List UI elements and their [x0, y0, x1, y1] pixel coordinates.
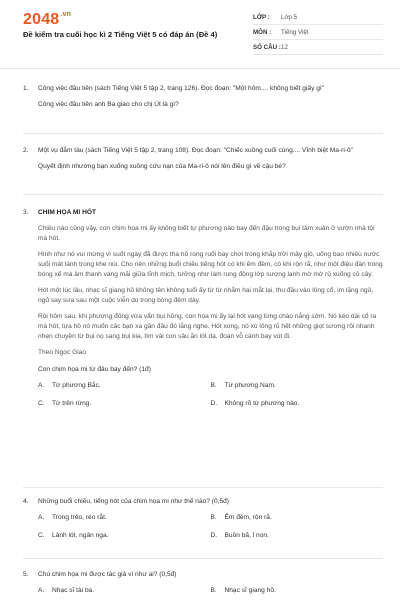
meta-row-subject: MÔN : Tiếng Việt [253, 25, 383, 40]
question-3 [23, 208, 383, 409]
divider [23, 558, 383, 559]
meta-row-class: LỚP : Lớp 5 [253, 10, 383, 25]
question-prompt: Công việc đầu tiên anh Ba giao cho chị Út là gì? [38, 101, 179, 108]
document-title: Đề kiểm tra cuối học kì 2 Tiếng Việt 5 có đáp án (Đề 4) [23, 30, 218, 39]
question-4 [23, 497, 383, 541]
passage-title: CHIM HỌA MI HÓT [38, 209, 96, 216]
answer-options [38, 513, 383, 541]
option-b[interactable]: B. Từ phương Nam. [210, 382, 276, 389]
question-text: Một vụ đắm tàu (sách Tiếng Việt 5 tập 2, trang 108). Đọc đoạn: "Chiếc xuồng cuối cùng.... Vĩnh biệt Ma-ri-ô" [38, 147, 354, 154]
divider [23, 133, 383, 134]
passage-paragraph: Chiều nào cũng vậy, con chim họa mi ấy không biết tự phương nào bay đến đậu trong bụi tầm xuân ở vườn nhà tôi mà hót. [38, 225, 375, 242]
question-1 [23, 84, 383, 110]
passage-author: Theo Ngọc Giao [38, 349, 87, 356]
site-logo[interactable]: $2048^{.vn}$ [23, 11, 72, 28]
passage-paragraph: Rồi hôm sau, khi phương đông vừa vẩn bụi hồng, con họa mi ấy lại hót vang lừng chào nắng sớm. Nó kéo dài cổ ra mà hót, tựa hồ nó muốn các bạn xa gần đâu đó lắng nghe. Hót xong, nó xù lông rũ hết những giọt sương rồi nhanh nhẹn chuyền từ bụi nọ sang bụi kia, tìm vài con sâu ăn lót dạ, đoạn vỗ cánh bay vút đi. [38, 313, 377, 340]
document-header [0, 0, 400, 69]
question-number: 2. [23, 147, 29, 154]
option-c[interactable]: C. Lảnh lót, ngân nga. [38, 532, 109, 539]
question-number: 1. [23, 85, 29, 92]
answer-options [38, 381, 383, 409]
passage-paragraph: Hót một lúc lâu, nhạc sĩ giang hồ không tên không tuổi ấy từ từ nhắm hai mắt lại, thu đầu vào lông cổ, im lặng ngủ, ngủ say sưa sau một cuộc viễn du trong bóng đêm dày. [38, 287, 374, 304]
option-d[interactable]: D. Buồn bã, ỉ non. [210, 532, 269, 539]
option-d[interactable]: D. Không rõ từ phương nào. [210, 400, 300, 407]
question-number: 3. [23, 209, 29, 216]
option-a[interactable]: A. Từ phương Bắc. [38, 382, 101, 389]
question-number: 4. [23, 498, 29, 505]
question-2 [23, 146, 383, 172]
question-text: Chú chim họa mi được tác giả ví như ai? (0,5đ) [38, 571, 177, 578]
answer-options [38, 586, 383, 596]
option-a[interactable]: A. Nhạc sĩ tài ba. [38, 587, 95, 594]
option-b[interactable]: B. Nhạc sĩ giang hồ. [210, 587, 276, 594]
question-prompt: Con chim họa mi từ đâu bay đến? (1đ) [38, 366, 151, 373]
meta-row-question-count: SỐ CÂU : 12 [253, 40, 383, 55]
document-meta-table [253, 10, 383, 55]
question-prompt: Quyết định nhường bạn xuống xuồng cứu nạn của Ma-ri-ô nói lên điều gì về cậu bé? [38, 163, 286, 170]
option-c[interactable]: C. Từ trên rừng. [38, 400, 92, 407]
question-number: 5. [23, 571, 29, 578]
question-5 [23, 570, 383, 596]
question-text: Những buổi chiều, tiếng hót của chim họa mi như thế nào? (0,5đ) [38, 498, 230, 505]
passage-paragraph: Hình như nó vui mừng vì suốt ngày đã được tha hồ rong ruổi bay chơi trong khắp trời mây gió, uống bao nhiêu nước suối mát lành trong khe núi. Cho nên những buổi chiều tiếng hót có khi êm đềm, có khi rộn rã, như một điệu đàn trong bóng xế mà âm thanh vang mãi giữa tĩnh mịch, tưởng như làm rung động lớp sương lạnh mờ mờ rủ xuống cỏ cây. [38, 251, 383, 278]
divider [23, 487, 383, 488]
divider [23, 194, 383, 195]
option-a[interactable]: A. Trong trẻo, réo rắt. [38, 514, 107, 521]
question-text: Công việc đầu tiên (sách Tiếng Việt 5 tập 2, trang 126). Đọc đoạn: "Một hôm.... không biết giấy gì" [38, 85, 325, 92]
option-b[interactable]: B. Êm đềm, rộn rã. [210, 514, 272, 521]
